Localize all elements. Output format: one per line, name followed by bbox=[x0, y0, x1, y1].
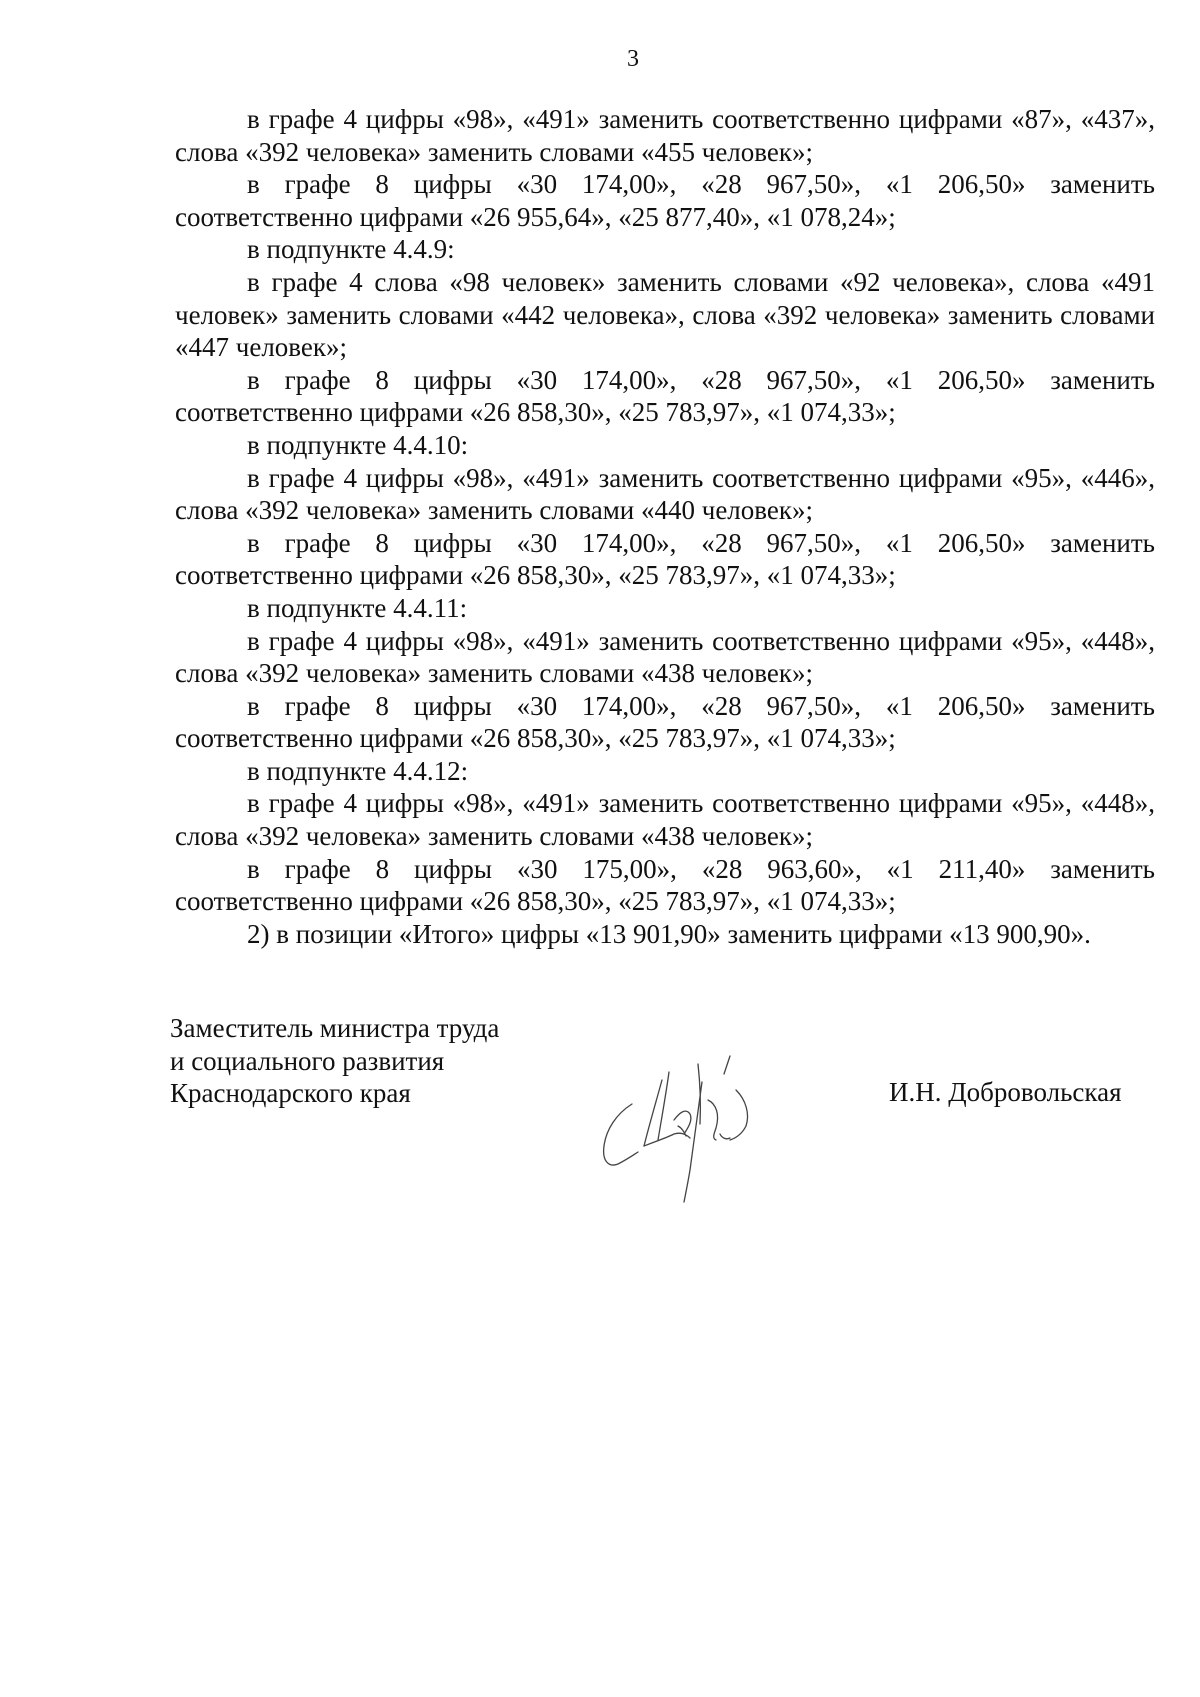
paragraph: в графе 8 цифры «30 174,00», «28 967,50», «1 206,50» заменить соответственно цифрами «26 858,30», «25 783,97», «1 074,33»; bbox=[175, 364, 1155, 428]
paragraph: в графе 8 цифры «30 174,00», «28 967,50», «1 206,50» заменить соответственно цифрами «26 955,64», «25 877,40», «1 078,24»; bbox=[175, 169, 1155, 232]
paragraph: в графе 4 цифры «98», «491» заменить соответственно цифрами «95», «446», слова «392 человека» заменить словами «440 человек»; bbox=[175, 462, 1155, 526]
signatory-name: И.Н. Добровольская bbox=[889, 1077, 1122, 1107]
amendments-text bbox=[175, 103, 1155, 950]
paragraph: в графе 8 цифры «30 174,00», «28 967,50», «1 206,50» заменить соответственно цифрами «26 858,30», «25 783,97», «1 074,33»; bbox=[175, 527, 1155, 591]
paragraph: в графе 8 цифры «30 175,00», «28 963,60», «1 211,40» заменить соответственно цифрами «26 858,30», «25 783,97», «1 074,33»; bbox=[175, 853, 1155, 917]
signature-block bbox=[170, 1012, 1150, 1232]
handwritten-signature bbox=[570, 1042, 790, 1222]
subclause-heading: в подпункте 4.4.10: bbox=[247, 429, 469, 460]
paragraph: в графе 4 цифры «98», «491» заменить соответственно цифрами «95», «448», слова «392 человека» заменить словами «438 человек»; bbox=[175, 625, 1155, 689]
subclause-heading: в подпункте 4.4.12: bbox=[247, 755, 469, 786]
position-line: Заместитель министра труда bbox=[170, 1013, 500, 1043]
subclause-heading: в подпункте 4.4.9: bbox=[247, 234, 455, 265]
position-line: Краснодарского края bbox=[170, 1078, 411, 1109]
signatory-position bbox=[170, 1012, 499, 1110]
paragraph: в графе 4 цифры «98», «491» заменить соответственно цифрами «87», «437», слова «392 человека» заменить словами «455 человек»; bbox=[175, 104, 1155, 167]
page-number: 3 bbox=[627, 46, 639, 72]
total-amendment: 2) в позиции «Итого» цифры «13 901,90» заменить цифрами «13 900,90». bbox=[247, 918, 1091, 949]
paragraph: в графе 4 цифры «98», «491» заменить соответственно цифрами «95», «448», слова «392 человека» заменить словами «438 человек»; bbox=[175, 788, 1155, 852]
position-line: и социального развития bbox=[170, 1045, 445, 1076]
paragraph: в графе 4 слова «98 человек» заменить словами «92 человека», слова «491 человек» заменить словами «442 человека», слова «392 человека» заменить словами «447 человек»; bbox=[175, 266, 1155, 363]
subclause-heading: в подпункте 4.4.11: bbox=[247, 592, 468, 623]
paragraph: в графе 8 цифры «30 174,00», «28 967,50», «1 206,50» заменить соответственно цифрами «26 858,30», «25 783,97», «1 074,33»; bbox=[175, 690, 1155, 754]
